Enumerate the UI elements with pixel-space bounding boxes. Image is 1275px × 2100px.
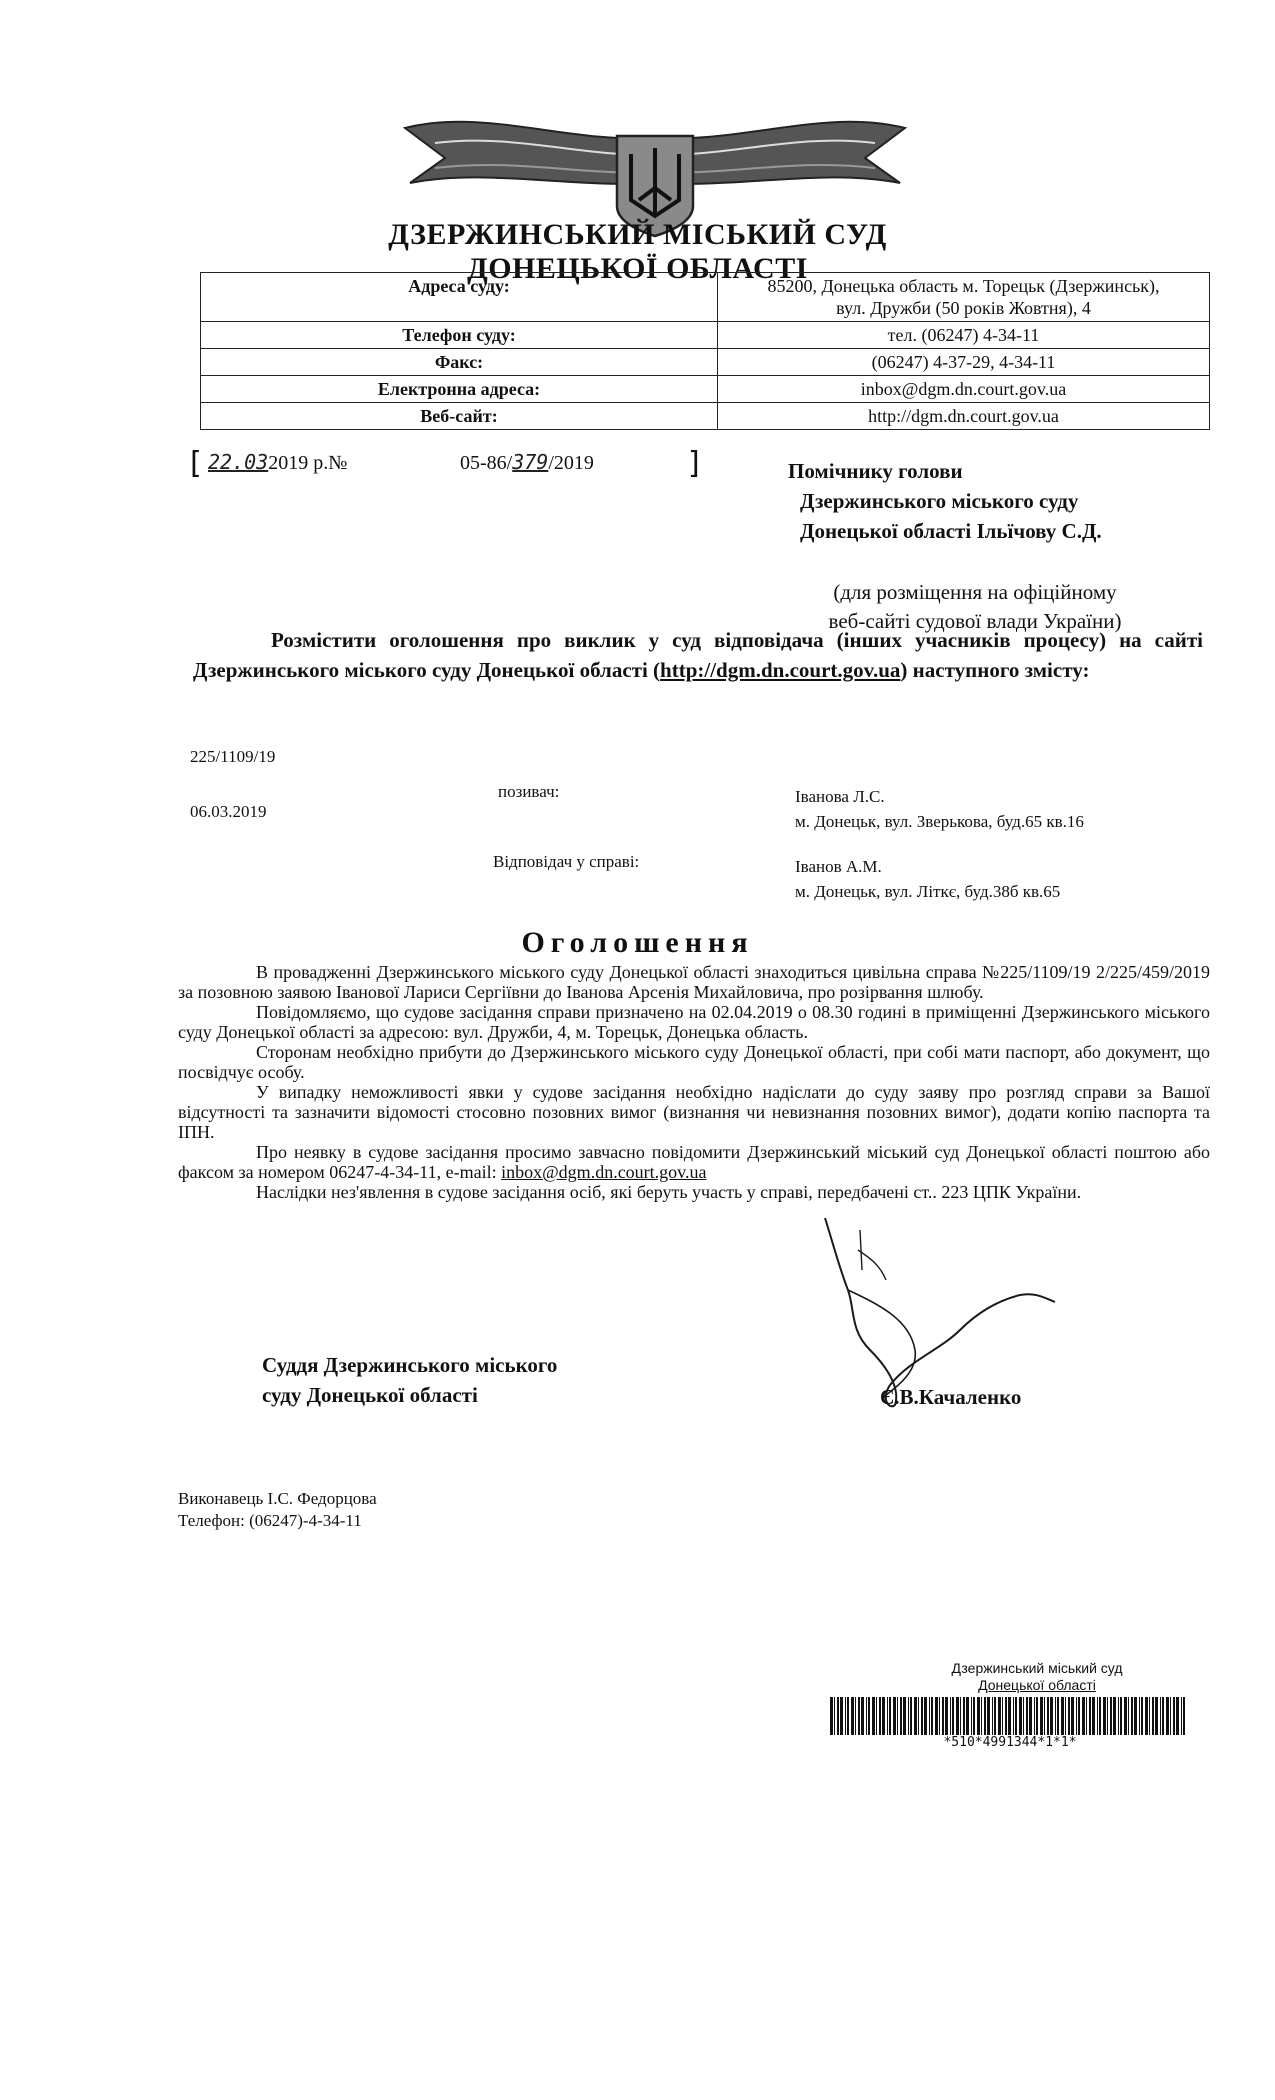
email-value: inbox@dgm.dn.court.gov.ua	[718, 376, 1210, 403]
purpose-line2: веб-сайті судової влади України)	[828, 609, 1122, 633]
phone-row	[201, 322, 1210, 349]
announcement-p5-text: Про неявку в судове засідання просимо завчасно повідомити Дзержинський міський суд Донецької області поштою або факсом за номером 06247-4-34-11, e-mail:	[178, 1142, 1210, 1182]
right-bracket-icon: ]	[688, 446, 700, 481]
announcement-paragraph-5	[178, 1142, 1210, 1182]
announcement-email-link[interactable]: inbox@dgm.dn.court.gov.ua	[501, 1162, 707, 1182]
addressee-line3: Донецької області Ільїчову С.Д.	[800, 519, 1102, 543]
request-text-part2: ) наступного змісту:	[900, 658, 1090, 682]
judge-title-line1: Суддя Дзержинського міського	[262, 1353, 558, 1377]
announcement-title: Оголошення	[521, 926, 754, 959]
plaintiff-name: Іванова Л.С.	[795, 787, 885, 806]
case-date: 06.03.2019	[190, 802, 267, 821]
plaintiff-address: м. Донецьк, вул. Зверькова, буд.65 кв.16	[795, 812, 1084, 831]
plaintiff-label: позивач:	[498, 782, 560, 801]
outgoing-number-prefix: 05-86/	[460, 452, 513, 474]
court-title-line1: ДЗЕРЖИНСЬКИЙ МІСЬКИЙ СУД	[388, 218, 887, 251]
announcement-body	[178, 962, 1210, 1202]
announcement-paragraph-2: Повідомляємо, що судове засідання справи призначено на 02.04.2019 о 08.30 годині в приміщенні Дзержинського міського суду Донецької області за адресою: вул. Дружби, 4, м. Торецьк, Донецька область.	[178, 1002, 1210, 1042]
address-label: Адреса суду:	[201, 273, 718, 322]
website-value: http://dgm.dn.court.gov.ua	[718, 403, 1210, 430]
outgoing-number-suffix: /2019	[548, 452, 594, 474]
announcement-paragraph-1: В провадженні Дзержинського міського суду Донецької області знаходиться цивільна справа №225/1109/19 2/225/459/2019 за позовною заявою Іванової Лариси Сергіївни до Іванова Арсенія Михайловича, про розірвання шлюбу.	[178, 962, 1210, 1002]
announcement-paragraph-6: Наслідки нез'явлення в судове засідання осіб, які беруть участь у справі, передбачені ст.. 223 ЦПК України.	[256, 1182, 1082, 1202]
outgoing-date-handwritten: 22.03	[208, 450, 269, 474]
court-info-table	[200, 272, 1210, 430]
defendant-label: Відповідач у справі:	[493, 852, 640, 871]
case-number: 225/1109/19	[190, 747, 276, 766]
website-row	[201, 403, 1210, 430]
request-text-part1: Розмістити оголошення про виклик у суд відповідача (інших учасників процесу) на сайті Дзержинського міського суду Донецької області (	[193, 628, 1203, 682]
announcement-paragraph-3: Сторонам необхідно прибути до Дзержинського міського суду Донецької області, при собі мати паспорт, або документ, що посвідчує особу.	[178, 1042, 1210, 1082]
court-title-line2: ДОНЕЦЬКОЇ ОБЛАСТІ	[467, 252, 808, 285]
website-label: Веб-сайт:	[201, 403, 718, 430]
email-row	[201, 376, 1210, 403]
barcode-icon	[830, 1697, 1190, 1735]
phone-value: тел. (06247) 4-34-11	[718, 322, 1210, 349]
executor-phone: Телефон: (06247)-4-34-11	[178, 1511, 362, 1530]
defendant-address: м. Донецьк, вул. Літкє, буд.38б кв.65	[795, 882, 1061, 901]
registration-stamp	[912, 1660, 1162, 1694]
address-value	[718, 273, 1210, 322]
phone-label: Телефон суду:	[201, 322, 718, 349]
purpose-line1: (для розміщення на офіційному	[833, 580, 1117, 604]
fax-label: Факс:	[201, 349, 718, 376]
barcode-number: *510*4991344*1*1*	[943, 1735, 1077, 1750]
executor-block	[178, 1488, 377, 1532]
outgoing-number-line	[190, 446, 718, 481]
fax-row	[201, 349, 1210, 376]
defendant-name: Іванов А.М.	[795, 857, 882, 876]
court-emblem-icon	[395, 88, 915, 238]
publication-request	[193, 625, 1203, 685]
left-bracket-icon: [	[190, 446, 202, 481]
outgoing-number-handwritten: 379	[512, 450, 549, 474]
stamp-line1: Дзержинський міський суд	[951, 1660, 1123, 1676]
judge-title	[262, 1350, 557, 1410]
addressee-line1: Помічнику голови	[788, 459, 963, 483]
address-row	[201, 273, 1210, 322]
request-link[interactable]: http://dgm.dn.court.gov.ua	[660, 658, 901, 682]
address-value-line2: вул. Дружби (50 років Жовтня), 4	[836, 298, 1091, 318]
executor-name: Виконавець І.С. Федорцова	[178, 1489, 377, 1508]
stamp-line2: Донецької області	[978, 1677, 1096, 1693]
announcement-paragraph-4: У випадку неможливості явки у судове засідання необхідно надіслати до суду заяву про розгляд справи за Вашої відсутності та зазначити відомості стосовно позовних вимог (визнання чи невизнання позовних вимог), додати копію паспорта та ІПН.	[178, 1082, 1210, 1142]
fax-value: (06247) 4-37-29, 4-34-11	[718, 349, 1210, 376]
judge-title-line2: суду Донецької області	[262, 1383, 478, 1407]
addressee-block	[788, 456, 1102, 546]
address-value-line1: 85200, Донецька область м. Торецьк (Дзержинськ),	[767, 276, 1160, 296]
judge-name: Є.В.Качаленко	[880, 1385, 1022, 1409]
addressee-line2: Дзержинського міського суду	[800, 489, 1079, 513]
outgoing-date-printed: 2019 р.№	[268, 452, 348, 474]
email-label: Електронна адреса:	[201, 376, 718, 403]
